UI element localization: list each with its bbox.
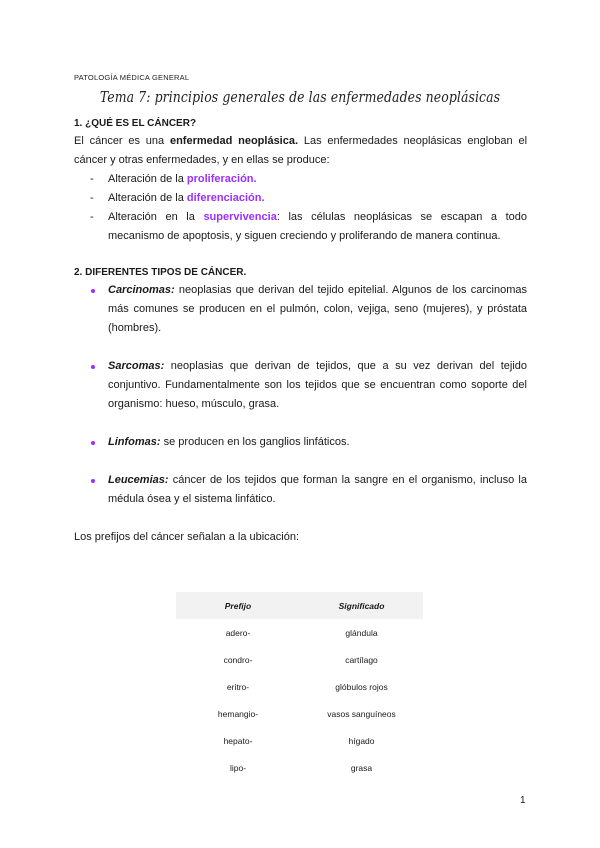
list-item (90, 433, 527, 452)
cancer-types-list (74, 281, 527, 509)
item-text-continued: : las células neoplásicas se escapan a todo mecanismo de apoptosis, y siguen creciendo y proliferando de manera continua. (108, 211, 527, 242)
prefix-cell: adero- (225, 627, 251, 638)
list-item (90, 208, 527, 246)
table-row (176, 727, 423, 754)
list-item (90, 189, 527, 208)
list-item (90, 170, 527, 189)
cancer-type-description: cáncer de los tejidos que forman la sangre en el organismo, incluso la médula ósea y el sistema linfático. (108, 474, 527, 505)
table-row (176, 754, 423, 781)
prefix-table (176, 592, 423, 781)
highlight-term: supervivencia (203, 211, 277, 223)
table-row (176, 673, 423, 700)
prefix-intro: Los prefijos del cáncer señalan a la ubicación: (74, 531, 300, 543)
meaning-cell: glándula (345, 627, 378, 638)
prefix-cell: lipo- (229, 762, 247, 773)
column-header-meaning: Significado (300, 592, 423, 619)
section-1-intro (74, 132, 527, 170)
document-body (74, 116, 527, 547)
intro-text: El cáncer es una (74, 135, 170, 147)
cancer-type-description: se producen en los ganglios linfáticos. (160, 436, 350, 448)
highlight-term: diferenciación. (186, 192, 265, 204)
table-header-row (176, 592, 423, 619)
prefix-cell: condro- (223, 654, 253, 665)
intro-text-continued: Las enfermedades neoplásicas engloban el cáncer y otras enfermedades, y en ellas se produce: (74, 135, 528, 166)
meaning-cell: grasa (350, 762, 373, 773)
item-text: Alteración de la (108, 192, 187, 204)
prefix-cell: hemangio- (217, 708, 259, 719)
table-row (176, 619, 423, 646)
prefix-cell: hepato- (223, 735, 253, 746)
section-1-heading: 1. ¿QUÉ ES EL CÁNCER? (74, 118, 197, 129)
table-row (176, 700, 423, 727)
alterations-list (74, 170, 527, 246)
meaning-cell: glóbulos rojos (335, 681, 388, 692)
meaning-cell: hígado (348, 735, 375, 746)
column-header-prefix: Prefijo (176, 592, 300, 619)
cancer-type-description: neoplasias que derivan del tejido epitelial. Algunos de los carcinomas más comunes se producen en el pulmón, colon, vejiga, seno (mujeres), y próstata (hombres). (108, 284, 527, 334)
list-item (90, 281, 527, 338)
list-item (90, 471, 527, 509)
course-header: PATOLOGÍA MÉDICA GENERAL (74, 73, 190, 82)
page-title: Tema 7: principios generales de las enfermedades neoplásicas (99, 90, 501, 106)
cancer-type-term: Carcinomas: (108, 284, 175, 296)
item-text: Alteración de la (108, 173, 187, 185)
list-item (90, 357, 527, 414)
page-number: 1 (520, 795, 526, 806)
prefix-cell: eritro- (226, 681, 250, 692)
meaning-cell: vasos sanguíneos (327, 708, 396, 719)
cancer-type-term: Sarcomas: (108, 360, 165, 372)
highlight-term: proliferación. (186, 173, 257, 185)
intro-bold-term: enfermedad neoplásica. (169, 135, 299, 147)
item-text: Alteración en la (108, 211, 204, 223)
cancer-type-term: Linfomas: (108, 436, 161, 448)
meaning-cell: cartílago (345, 654, 378, 665)
table-row (176, 646, 423, 673)
cancer-type-term: Leucemias: (108, 474, 169, 486)
section-2-heading: 2. DIFERENTES TIPOS DE CÁNCER. (74, 267, 247, 278)
cancer-type-description: neoplasias que derivan de tejidos, que a su vez derivan del tejido conjuntivo. Fundamentalmente son los tejidos que se encuentran como soporte del organismo: hueso, músculo, grasa. (108, 360, 527, 410)
